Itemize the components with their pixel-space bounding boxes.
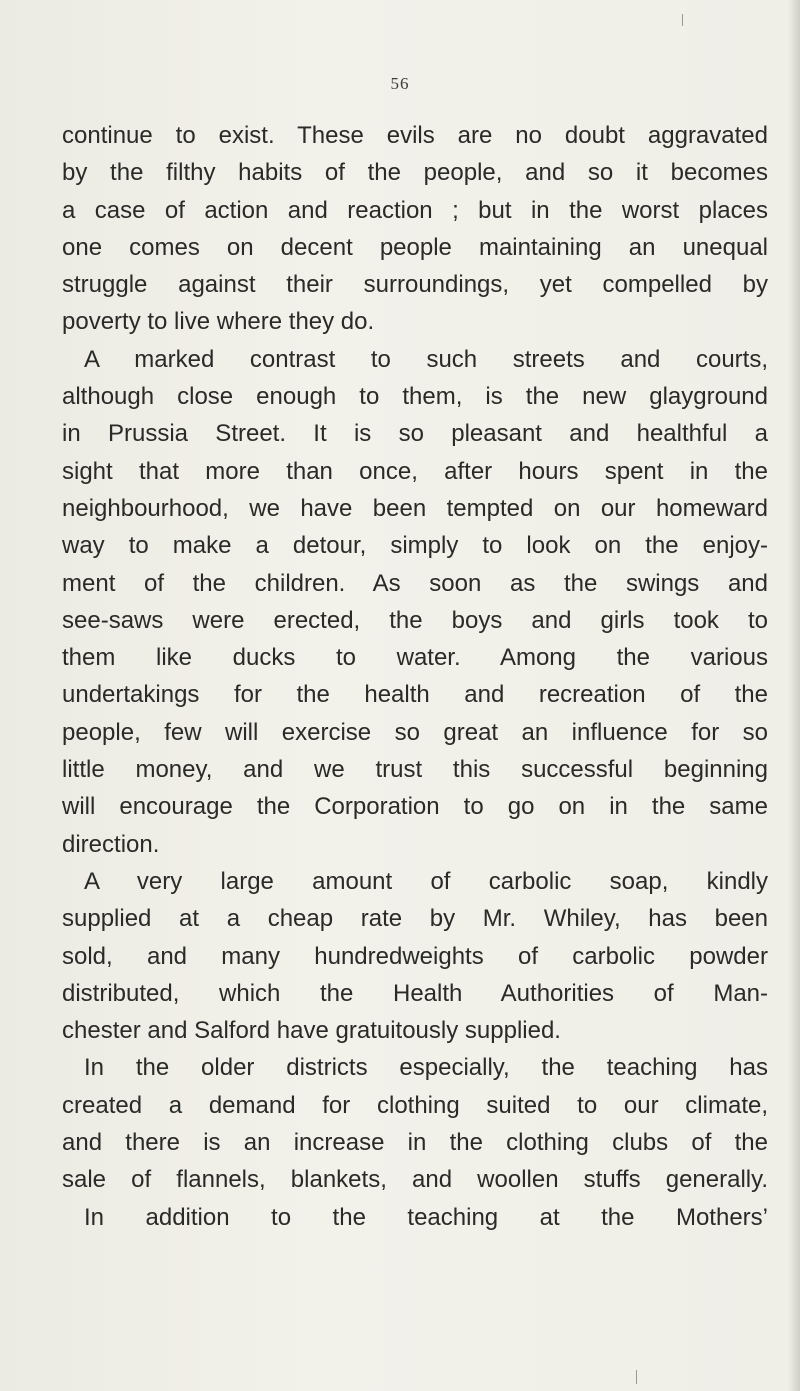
scan-mark-top [682,14,683,26]
text-line: undertakings for the health and recreation of the [62,681,768,709]
text-line: continue to exist. These evils are no doubt aggravated [62,122,768,149]
text-line: and there is an increase in the clothing clubs of the [62,1129,768,1157]
text-line: In the older districts especially, the teaching has [84,1054,768,1082]
text-line: neighbourhood, we have been tempted on our homeward [62,494,768,522]
scan-mark-bottom [636,1370,637,1384]
text-line: by the filthy habits of the people, and so it becomes [62,159,768,187]
text-line: A marked contrast to such streets and courts, [84,345,768,373]
text-line: In addition to the teaching at the Mothers’ [84,1203,768,1231]
text-line: A very large amount of carbolic soap, kindly [84,867,768,895]
text-line: although close enough to them, is the new glayground [62,383,768,411]
text-line: will encourage the Corporation to go on in the same [62,793,768,821]
text-line: sale of flannels, blankets, and woollen stuffs generally. [62,1166,768,1194]
text-line: sold, and many hundredweights of carbolic powder [62,942,768,970]
text-line: people, few will exercise so great an influence for so [62,718,768,746]
text-line: supplied at a cheap rate by Mr. Whiley, has been [62,905,768,933]
text-line: struggle against their surroundings, yet compelled by [62,271,768,299]
text-line: sight that more than once, after hours spent in the [62,457,768,485]
text-line: one comes on decent people maintaining an unequal [62,233,768,261]
text-line: in Prussia Street. It is so pleasant and healthful a [62,420,768,448]
text-line: distributed, which the Health Authorities of Man- [62,979,768,1007]
page-edge-shadow [788,0,800,1391]
text-line: direction. [62,830,160,858]
text-line: them like ducks to water. Among the various [62,644,768,672]
text-line: a case of action and reaction ; but in the worst places [62,196,768,224]
text-line: see-saws were erected, the boys and girls took to [62,606,768,634]
body-text [62,117,768,1236]
page-number: 56 [390,74,410,93]
text-line: chester and Salford have gratuitously supplied. [62,1017,561,1045]
text-line: way to make a detour, simply to look on the enjoy- [62,532,768,560]
text-line: poverty to live where they do. [62,308,375,336]
text-line: ment of the children. As soon as the swings and [62,569,768,597]
text-line: little money, and we trust this successful beginning [62,756,768,784]
text-line: created a demand for clothing suited to our climate, [62,1091,768,1119]
